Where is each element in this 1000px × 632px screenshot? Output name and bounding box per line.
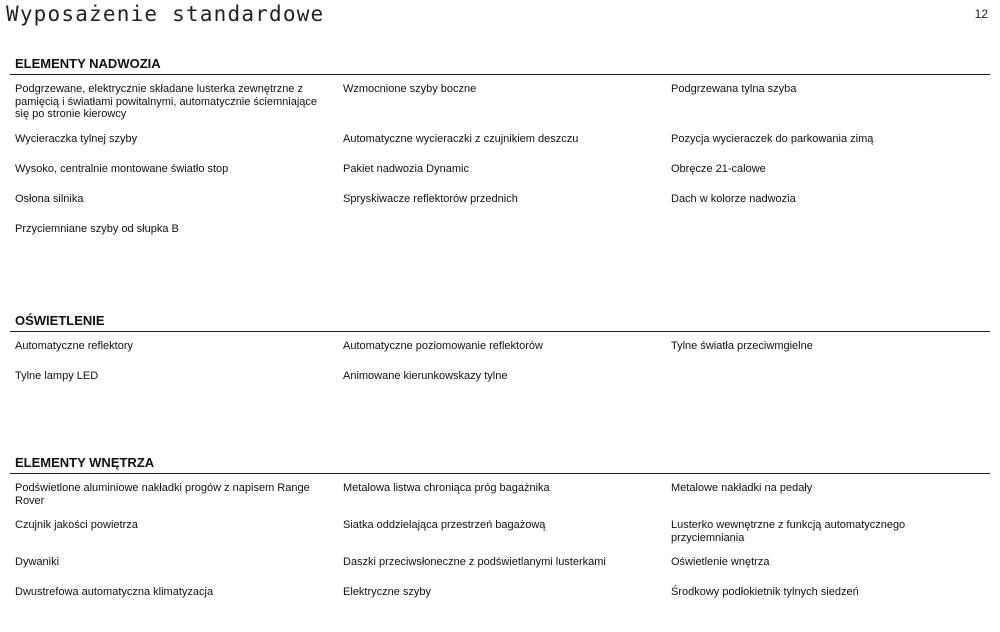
feature-item: Dwustrefowa automatyczna klimatyzacja — [15, 586, 214, 598]
feature-item: Osłona silnika — [15, 192, 84, 205]
feature-grid — [10, 75, 990, 241]
feature-item: Spryskiwacze reflektorów przednich — [343, 192, 518, 205]
section-title: ELEMENTY NADWOZIA — [10, 54, 990, 75]
feature-item: Tylne lampy LED — [15, 370, 99, 382]
feature-item: Automatyczne reflektory — [15, 340, 133, 352]
feature-item: Lusterko wewnętrzne z funkcją automatycznego przyciemniania — [671, 519, 906, 544]
section-oswietlenie — [10, 311, 990, 388]
feature-item: Daszki przeciwsłoneczne z podświetlanymi lusterkami — [343, 556, 606, 568]
page-number: 12 — [974, 7, 988, 21]
feature-item: Podgrzewane, elektrycznie składane lusterka zewnętrzne z pamięcią i światłami powitalnymi, automatycznie ściemniające się po stronie kierowcy — [15, 83, 318, 120]
feature-item: Metalowa listwa chroniąca próg bagażnika — [343, 482, 550, 494]
page-header — [6, 2, 992, 28]
feature-item: Przyciemniane szyby od słupka B — [15, 222, 179, 235]
page-title: Wyposażenie standardowe — [6, 2, 325, 26]
section-title: OŚWIETLENIE — [10, 311, 990, 332]
feature-grid — [10, 332, 990, 388]
feature-item: Wzmocnione szyby boczne — [343, 83, 477, 95]
feature-item: Pozycja wycieraczek do parkowania zimą — [671, 132, 874, 145]
feature-item: Wysoko, centralnie montowane światło stop — [15, 162, 229, 175]
feature-item: Wycieraczka tylnej szyby — [15, 132, 138, 145]
feature-item: Dywaniki — [15, 556, 60, 568]
section-elementy-nadwozia — [10, 54, 990, 241]
feature-item: Animowane kierunkowskazy tylne — [343, 370, 508, 382]
feature-item: Oświetlenie wnętrza — [671, 556, 770, 568]
feature-grid — [10, 474, 990, 604]
feature-item: Metalowe nakładki na pedały — [671, 482, 813, 494]
feature-item: Pakiet nadwozia Dynamic — [343, 162, 469, 175]
feature-item: Podświetlone aluminiowe nakładki progów z napisem Range Rover — [15, 482, 310, 507]
feature-item: Obręcze 21-calowe — [671, 162, 766, 175]
feature-item: Tylne światła przeciwmgielne — [671, 340, 813, 352]
feature-item: Siatka oddzielająca przestrzeń bagażową — [343, 519, 546, 531]
feature-item: Elektryczne szyby — [343, 586, 432, 598]
feature-item: Czujnik jakości powietrza — [15, 519, 138, 531]
feature-item: Podgrzewana tylna szyba — [671, 83, 797, 95]
feature-item: Automatyczne wycieraczki z czujnikiem deszczu — [343, 132, 579, 145]
section-elementy-wnetrza — [10, 453, 990, 604]
feature-item: Środkowy podłokietnik tylnych siedzeń — [671, 586, 859, 598]
section-title: ELEMENTY WNĘTRZA — [10, 453, 990, 474]
feature-item: Dach w kolorze nadwozia — [671, 192, 796, 205]
feature-item: Automatyczne poziomowanie reflektorów — [343, 340, 543, 352]
